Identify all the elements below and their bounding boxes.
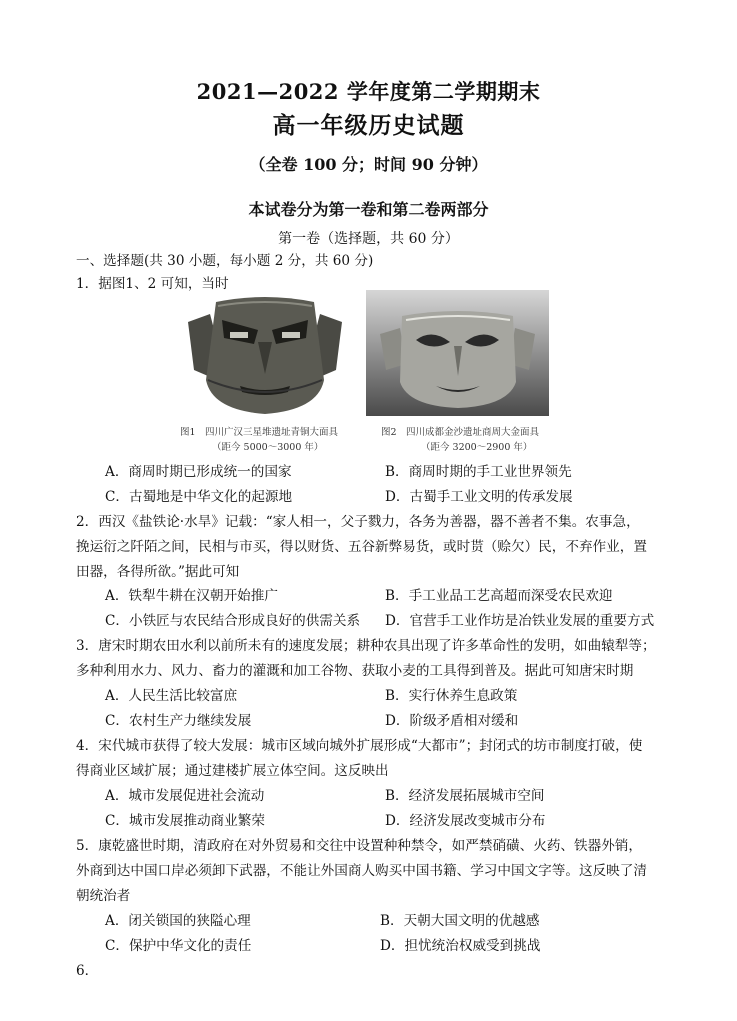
q5-line1: 5．康乾盛世时期，清政府在对外贸易和交往中设置种种禁令，如严禁硝磺、火药、铁器外销， [76, 838, 642, 854]
figure1-caption: 图1 四川广汉三星堆遗址青铜大面具 [180, 427, 339, 438]
q4-option-c: C．城市发展推动商业繁荣 [105, 813, 265, 829]
q2-line2: 挽运衍之阡陌之间，民相与市买，得以财货、五谷新弊易货，或时贳（赊欠）民，不弃作业，置 [76, 539, 647, 555]
q5-line3: 朝统治者 [76, 888, 131, 904]
q5-option-a: A．闭关锁国的狭隘心理 [105, 913, 251, 929]
q1-stem: 1．据图1、2 可知，当时 [76, 276, 229, 292]
q2-option-d: D．官营手工业作坊是冶铁业发展的重要方式 [385, 613, 655, 629]
q4-line1: 4．宋代城市获得了较大发展：城市区域向城外扩展形成“大都市”；封闭式的坊市制度打破，使 [76, 738, 643, 754]
q3-line1: 3．唐宋时期农田水利以前所未有的速度发展；耕种农具出现了许多革命性的发明，如曲辕犁等； [76, 638, 656, 654]
q1-option-c: C．古蜀地是中华文化的起源地 [105, 489, 293, 505]
q4-option-a: A．城市发展促进社会流动 [105, 788, 265, 804]
q2-line3: 田器，各得所欲。”据此可知 [76, 564, 240, 580]
section1-title: 第一卷（选择题，共 60 分） [278, 231, 459, 247]
q1-option-d: D．古蜀手工业文明的传承发展 [385, 489, 573, 505]
q4-option-d: D．经济发展改变城市分布 [385, 813, 546, 829]
figure1-date: （距今 5000～3000 年） [212, 442, 324, 453]
q2-option-b: B．手工业品工艺高超而深受农民欢迎 [385, 588, 613, 604]
q4-option-b: B．经济发展拓展城市空间 [385, 788, 545, 804]
q5-option-c: C．保护中华文化的责任 [105, 938, 252, 954]
exam-term-title: 2021—2022 学年度第二学期期末 [196, 79, 541, 104]
figure1-bronze-mask-image [178, 292, 352, 416]
figure2-caption: 图2 四川成都金沙遗址商周大金面具 [381, 427, 540, 438]
q3-option-c: C．农村生产力继续发展 [105, 713, 252, 729]
q6-stem: 6． [76, 963, 99, 979]
q3-option-d: D．阶级矛盾相对缓和 [385, 713, 519, 729]
section-intro: 一、选择题(共 30 小题，每小题 2 分，共 60 分) [76, 253, 374, 269]
q2-line1: 2．西汉《盐铁论·水旱》记载：“家人相一，父子戮力，各务为善器，器不善者不集。农事急， [76, 514, 640, 530]
parts-note: 本试卷分为第一卷和第二卷两部分 [248, 200, 489, 219]
q5-line2: 外商到达中国口岸必须卸下武器，不能让外国商人购买中国书籍、学习中国文字等。这反映了清 [76, 863, 647, 879]
q2-option-a: A．铁犁牛耕在汉朝开始推广 [105, 588, 278, 604]
q5-option-b: B．天朝大国文明的优越感 [380, 913, 540, 929]
q3-option-a: A．人民生活比较富庶 [105, 688, 238, 704]
q1-option-b: B．商周时期的手工业世界领先 [385, 464, 572, 480]
figure2-date: （距今 3200～2900 年） [421, 442, 533, 453]
q1-option-a: A．商周时期已形成统一的国家 [105, 464, 292, 480]
q4-line2: 得商业区域扩展；通过建楼扩展立体空间。这反映出 [76, 763, 389, 779]
q2-option-c: C．小铁匠与农民结合形成良好的供需关系 [105, 613, 361, 629]
exam-subject-title: 高一年级历史试题 [272, 112, 465, 139]
figure2-gold-mask-image [366, 290, 549, 416]
q3-option-b: B．实行休养生息政策 [385, 688, 518, 704]
q5-option-d: D．担忧统治权威受到挑战 [380, 938, 541, 954]
q3-line2: 多种利用水力、风力、畜力的灌溉和加工谷物、获取小麦的工具得到普及。据此可知唐宋时期 [76, 663, 634, 679]
score-time-note: （全卷 100 分；时间 90 分钟） [249, 155, 488, 174]
